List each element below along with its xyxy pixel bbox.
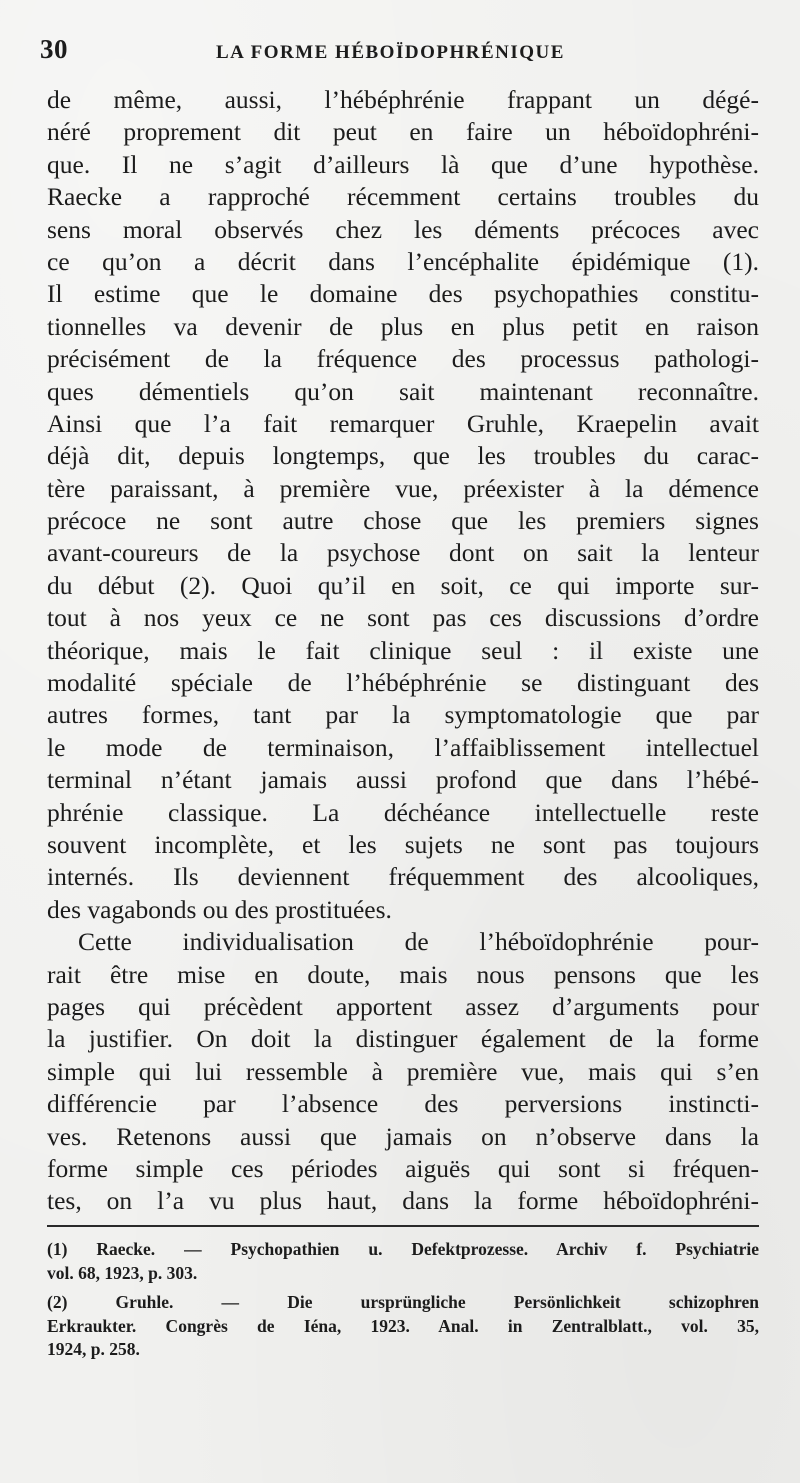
text-line: néré proprement dit peut en faire un héboïdophréni- [47,117,759,147]
body-text [47,84,759,1218]
text-line: terminal n’étant jamais aussi profond que dans l’hébé- [47,765,759,795]
text-line: simple qui lui ressemble à première vue, mais qui s’en [47,1056,759,1086]
paragraph-end-line: des vagabonds ou des prostituées. [47,894,392,924]
footnote-divider [47,1225,759,1227]
page-number: 30 [40,34,68,64]
text-line: rait être mise en doute, mais nous pensons que les [47,959,759,989]
text-line: ce qu’on a décrit dans l’encéphalite épidémique (1). [47,246,759,276]
text-line: modalité spéciale de l’hébéphrénie se distinguant des [47,668,759,698]
text-line: théorique, mais le fait clinique seul : il existe une [47,635,759,665]
text-line: précoce ne sont autre chose que les premiers signes [47,506,759,536]
text-line: la justifier. On doit la distinguer également de la forme [47,1024,759,1054]
footnote-2-line: Erkraukter. Congrès de Iéna, 1923. Anal. in Zentralblatt., vol. 35, [47,1315,759,1336]
text-line: sens moral observés chez les déments précoces avec [47,214,759,244]
text-line: Il estime que le domaine des psychopathies constitu- [47,279,759,309]
text-line: autres formes, tant par la symptomatologie que par [47,700,759,730]
footnote-2-line: (2) Gruhle. — Die ursprüngliche Persönlichkeit schizophren [47,1292,759,1312]
footnote-1-line: vol. 68, 1923, p. 303. [47,1262,198,1283]
text-line: tes, on l’a vu plus haut, dans la forme héboïdophréni- [47,1186,759,1216]
text-line: le mode de terminaison, l’affaiblissement intellectuel [47,732,759,762]
footnote-2-line: 1924, p. 258. [47,1339,140,1359]
text-line: forme simple ces périodes aiguës qui sont si fréquen- [47,1153,759,1183]
text-line: différencie par l’absence des perversions instincti- [47,1089,759,1119]
text-line: souvent incomplète, et les sujets ne sont pas toujours [47,829,759,859]
text-line: ves. Retenons aussi que jamais on n’observe dans la [47,1121,759,1151]
text-line: déjà dit, depuis longtemps, que les troubles du carac- [47,441,759,471]
text-line: phrénie classique. La déchéance intellectuelle reste [47,797,759,827]
paragraph-start-line: Cette individualisation de l’héboïdophrénie pour- [78,927,759,957]
text-line: internés. Ils deviennent fréquemment des alcooliques, [47,862,759,892]
text-line: pages qui précèdent apportent assez d’arguments pour [47,991,759,1021]
running-title: LA FORME HÉBOÏDOPHRÉNIQUE [216,42,565,63]
text-line: tionnelles va devenir de plus en plus petit en raison [47,311,759,341]
text-line: précisément de la fréquence des processus pathologi- [47,344,759,374]
text-line: Ainsi que l’a fait remarquer Gruhle, Kraepelin avait [47,408,759,438]
footnote-1-line: (1) Raecke. — Psychopathien u. Defektprozesse. Archiv f. Psychiatrie [47,1239,759,1259]
footnotes [47,1238,759,1362]
text-line: ques démentiels qu’on sait maintenant reconnaître. [47,376,759,406]
text-line: que. Il ne s’agit d’ailleurs là que d’une hypothèse. [47,149,759,179]
text-line: du début (2). Quoi qu’il en soit, ce qui importe sur- [47,570,759,600]
text-line: de même, aussi, l’hébéphrénie frappant un dégé- [47,85,759,114]
text-line: Raecke a rapproché récemment certains troubles du [47,182,759,212]
text-line: tout à nos yeux ce ne sont pas ces discussions d’ordre [47,603,759,633]
text-line: avant-coureurs de la psychose dont on sait la lenteur [47,538,759,568]
text-line: tère paraissant, à première vue, préexister à la démence [47,473,759,503]
page-header [40,34,760,74]
